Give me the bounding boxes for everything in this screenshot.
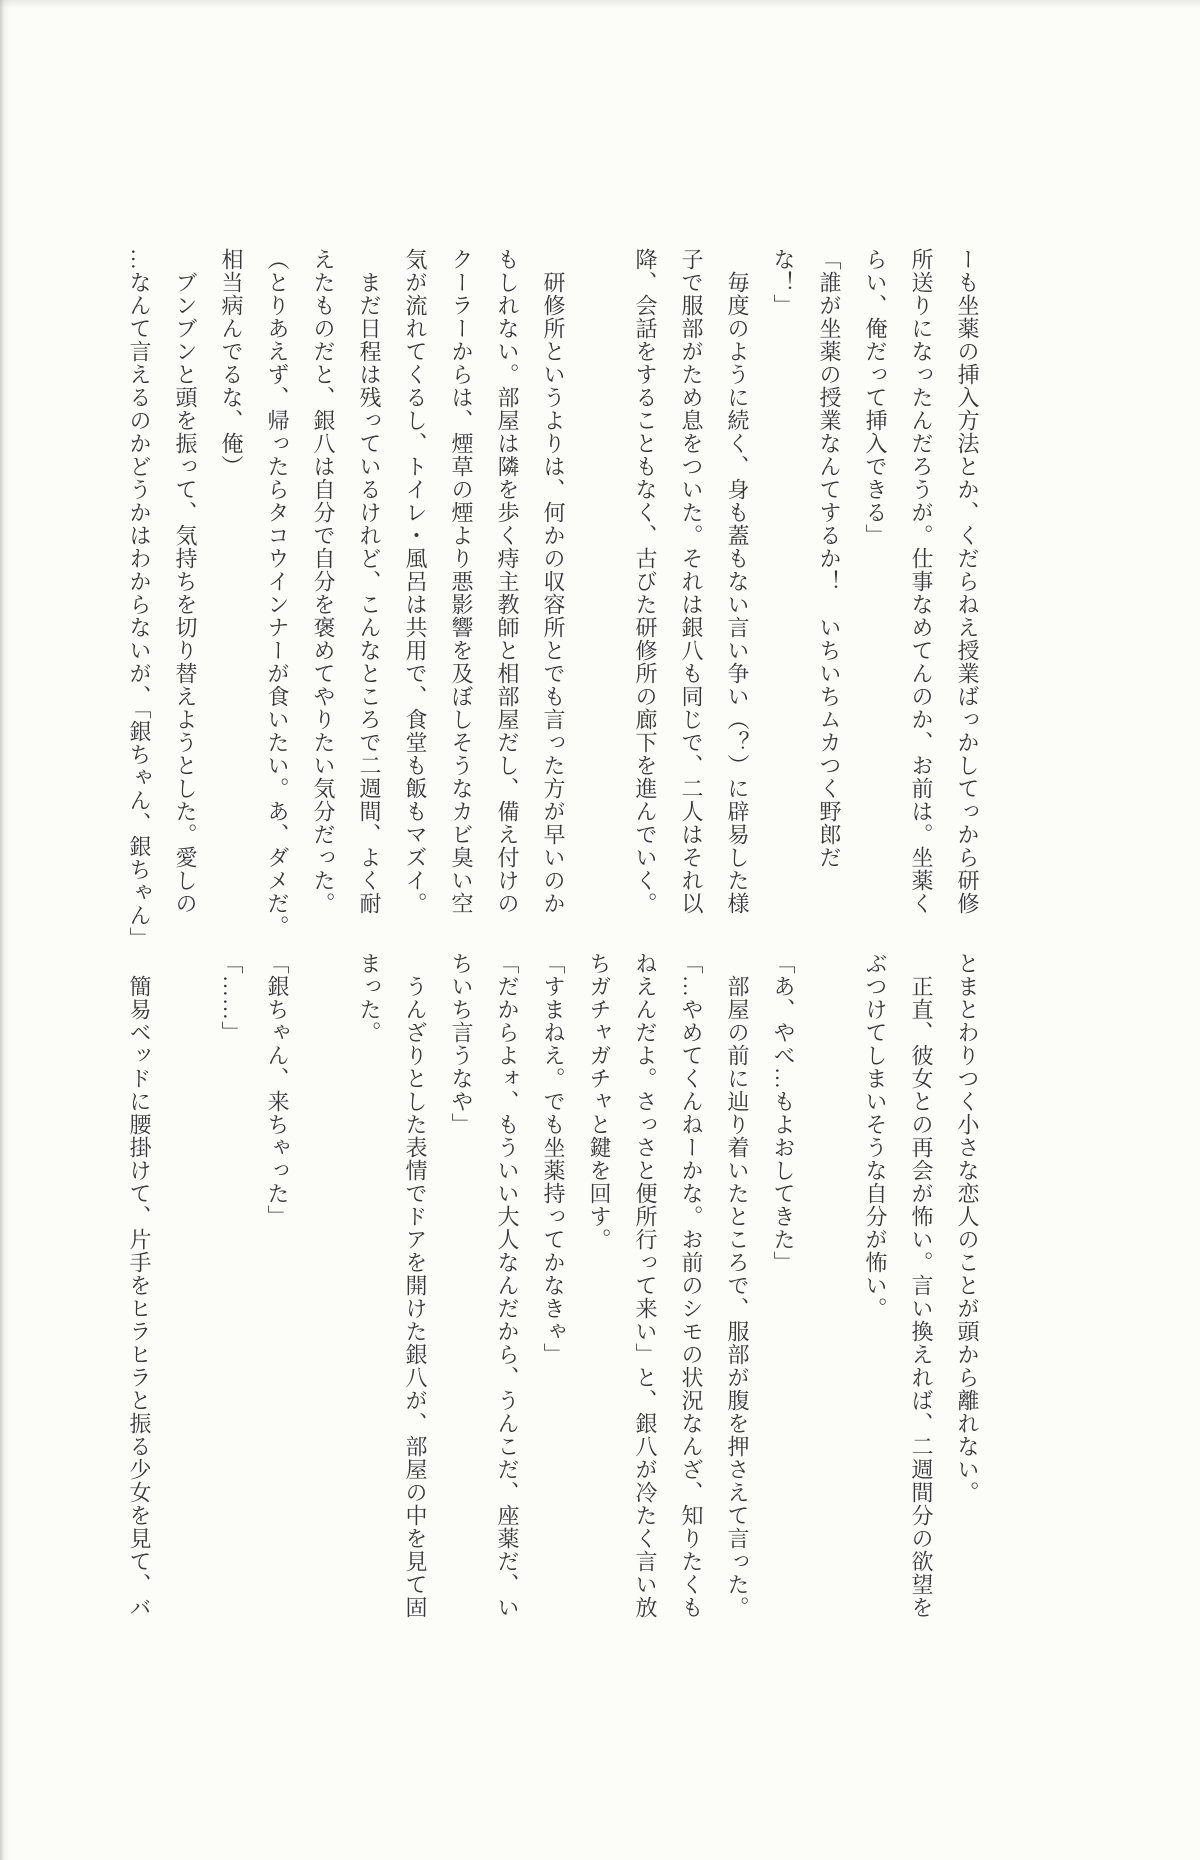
text-line: な！」 bbox=[771, 248, 796, 317]
text-line: クーラーからは、煙草の煙より悪影響を及ぼしそうなカビ臭い空 bbox=[449, 248, 474, 915]
upper-text-block bbox=[116, 248, 990, 950]
text-line: らい、俺だって挿入できる」 bbox=[863, 248, 888, 547]
text-line: 毎度のように続く、身も蓋もない言い争い（？）に辟易した様 bbox=[725, 248, 750, 915]
text-line: 「あ、やべ…もよおしてきた」 bbox=[771, 952, 796, 1274]
text-line: ぶつけてしまいそうな自分が怖い。 bbox=[863, 952, 888, 1320]
text-line: ちガチャガチャと鍵を回す。 bbox=[587, 952, 612, 1251]
text-line: ねえんだよ。さっさと便所行って来い」と、銀八が冷たく言い放 bbox=[633, 952, 658, 1619]
text-line: えたものだと、銀八は自分で自分を褒めてやりたい気分だった。 bbox=[311, 248, 336, 915]
text-line: ーも坐薬の挿入方法とか、くだらねえ授業ばっかしてっから研修 bbox=[955, 248, 980, 915]
text-line: ちいち言うなや」 bbox=[449, 952, 474, 1136]
text-line: とまとわりつく小さな恋人のことが頭から離れない。 bbox=[955, 952, 980, 1504]
text-line: 相当病んでるな、俺） bbox=[219, 248, 244, 478]
text-line: 所送りになったんだろうが。仕事なめてんのか、お前は。坐薬く bbox=[909, 248, 934, 915]
text-line: うんざりとした表情でドアを開けた銀八が、部屋の中を見て固 bbox=[403, 952, 428, 1619]
text-line: 「……」 bbox=[219, 952, 244, 1044]
text-line: 正直、彼女との再会が怖い。言い換えれば、二週間分の欲望を bbox=[909, 952, 934, 1619]
text-line: 「すまねえ。でも坐薬持ってかなきゃ」 bbox=[541, 952, 566, 1366]
text-line: （とりあえず、帰ったらタコウインナーが食いたい。あ、ダメだ。 bbox=[265, 248, 290, 938]
text-line: 「誰が坐薬の授業なんてするか！ いちいちムカつく野郎だ bbox=[817, 248, 842, 869]
text-line: まった。 bbox=[357, 952, 382, 1044]
text-line: 降、会話をすることもなく、古びた研修所の廊下を進んでいく。 bbox=[633, 248, 658, 915]
lower-text-block bbox=[116, 952, 990, 1646]
text-line: 「銀ちゃん、来ちゃった」 bbox=[265, 952, 290, 1228]
blank-line bbox=[576, 248, 622, 940]
text-line: 「…やめてくんねーかな。お前のシモの状況なんざ、知りたくも bbox=[679, 952, 704, 1619]
text-line: 気が流れてくるし、トイレ・風呂は共用で、食堂も飯もマズイ。 bbox=[403, 248, 428, 915]
text-line: 子で服部がため息をついた。それは銀八も同じで、二人はそれ以 bbox=[679, 248, 704, 915]
text-line: 研修所というよりは、何かの収容所とでも言った方が早いのか bbox=[541, 248, 566, 915]
text-line: 「だからよォ、もういい大人なんだから、うんこだ、座薬だ、い bbox=[495, 952, 520, 1619]
text-line: 部屋の前に辿り着いたところで、服部が腹を押さえて言った。 bbox=[725, 952, 750, 1619]
text-line: もしれない。部屋は隣を歩く痔主教師と相部屋だし、備え付けの bbox=[495, 248, 520, 915]
text-line: 簡易ベッドに腰掛けて、片手をヒラヒラと振る少女を見て、バ bbox=[127, 952, 152, 1619]
blank-line bbox=[300, 952, 346, 1646]
blank-line bbox=[162, 952, 208, 1646]
text-line: ブンブンと頭を振って、気持ちを切り替えようとした。愛しの bbox=[173, 248, 198, 915]
blank-line bbox=[806, 952, 852, 1646]
scan-edge-shadow-top bbox=[0, 0, 1200, 8]
text-line: …なんて言えるのかどうかはわからないが、「銀ちゃん、銀ちゃん」 bbox=[127, 248, 152, 950]
text-line: まだ日程は残っているけれど、こんなところで二週間、よく耐 bbox=[357, 248, 382, 915]
scan-edge-shadow-left bbox=[0, 0, 10, 1860]
